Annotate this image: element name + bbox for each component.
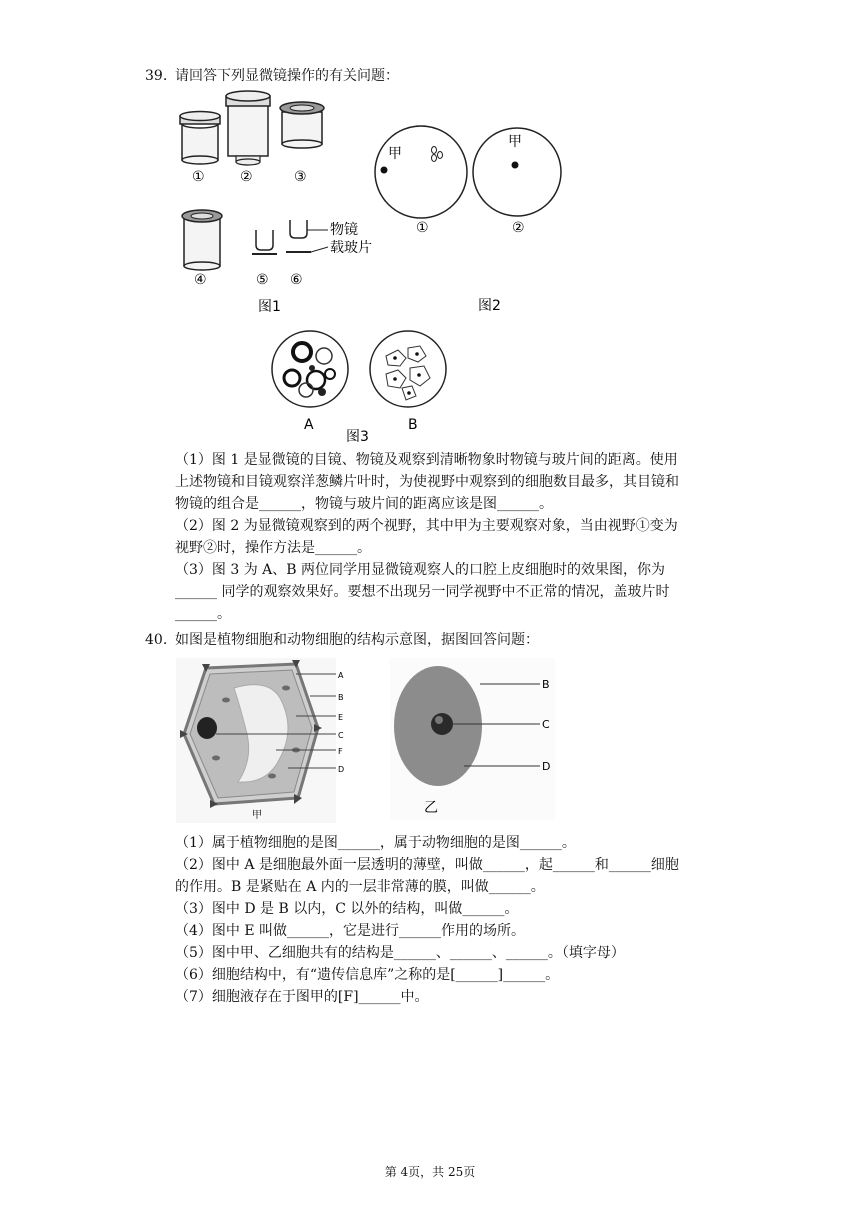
plant-label-c: C [338,731,344,740]
q39-line: （3）图 3 为 A、B 两位同学用显微镜观察人的口腔上皮细胞时的效果图，你为 [175,562,666,578]
q39-line: （1）图 1 是显微镜的目镜、物镜及观察到清晰物象时物镜与玻片间的距离。使用 [175,452,678,468]
q39-line: 视野②时，操作方法是______。 [175,540,371,556]
figure-1-lenses [170,90,400,320]
q40-line: （6）细胞结构中，有“遗传信息库”之称的是[______]______。 [175,967,560,983]
fig1-label-6: ⑥ [290,272,303,288]
fig1-label-2: ② [240,169,253,185]
fig2-label-2: ② [512,220,525,236]
objective-3-icon [280,102,324,148]
fig3-label-b: B [408,417,418,433]
plant-label-b: B [338,693,344,702]
objective-distance-5-icon [252,230,277,254]
animal-nucleus [431,713,453,735]
fig1-objective-label: 物镜 [330,222,358,238]
fig2-jia-1: 甲 [388,146,402,162]
q39-line: ______。 [175,606,231,622]
q39-title: 请回答下列显微镜操作的有关问题： [175,68,399,84]
q40-line: （2）图中 A 是细胞最外面一层透明的薄壁，叫做______，起______和______细胞 [175,857,679,873]
q40-number: 40. [145,632,168,648]
animal-label-c: C [542,718,550,731]
fig2-caption: 图2 [478,298,501,314]
eyepiece-2-icon [226,91,270,165]
q40-title: 如图是植物细胞和动物细胞的结构示意图，据图回答问题： [175,632,539,648]
q39-line: （2）图 2 为显微镜观察到的两个视野，其中甲为主要观察对象，当由视野①变为 [175,518,678,534]
q39-line: 上述物镜和目镜观察洋葱鳞片叶时，为使视野中观察到的细胞数目最多，其目镜和 [175,474,679,490]
q39-line: ______ 同学的观察效果好。要想不出现另一同学视野中不正常的情况，盖玻片时 [175,584,670,600]
plant-label-d: D [338,765,345,774]
q40-line: （4）图中 E 叫做______，它是进行______作用的场所。 [175,923,526,939]
objective-4-icon [182,210,222,270]
plant-cell-figure [176,658,336,823]
plant-label-a: A [338,671,344,680]
nucleus [197,717,217,739]
page-footer: 第 4页，共 25页 [384,1165,476,1179]
q40-line: （7）细胞液存在于图甲的[F]______中。 [175,989,429,1005]
q39-sub-questions [175,449,735,625]
q40-line: （5）图中甲、乙细胞共有的结构是______、______、______。（填字母） [175,945,625,961]
q40-line: （1）属于植物细胞的是图______，属于动物细胞的是图______。 [175,835,576,851]
fig1-label-4: ④ [194,272,207,288]
fig2-label-1: ① [416,220,429,236]
fig3-label-a: A [304,417,314,433]
field-of-view-1 [375,126,467,218]
q39-line: 物镜的组合是______，物镜与玻片间的距离应该是图______。 [175,496,553,512]
figure-2-fields [368,120,568,320]
plant-label-f: F [338,747,343,756]
eyepiece-1-icon [180,112,220,165]
animal-cell-figure [390,658,555,820]
q40-heading [145,630,645,650]
view-b [370,331,446,407]
animal-label-b: B [542,678,550,691]
fig1-caption: 图1 [258,299,281,315]
plant-cell-caption: 甲 [252,810,262,821]
fig2-jia-2: 甲 [508,134,522,150]
figure-3-cell-views [268,328,468,446]
q40-line: （3）图中 D 是 B 以内，C 以外的结构，叫做______。 [175,901,519,917]
animal-label-d: D [542,760,551,773]
q40-sub-questions [175,832,735,1008]
fig1-label-5: ⑤ [256,272,269,288]
objective-distance-6-icon [286,220,328,252]
fig1-label-1: ① [192,169,205,185]
q39-number: 39. [145,68,168,84]
fig3-caption: 图3 [346,429,369,445]
q40-line: 的作用。B 是紧贴在 A 内的一层非常薄的膜，叫做______。 [175,879,545,895]
animal-cell-caption: 乙 [424,800,438,816]
plant-label-e: E [338,713,344,722]
plant-cell-labels [336,658,350,783]
fig1-slide-label: 载玻片 [330,240,372,256]
fig1-label-3: ③ [294,169,307,185]
q39-heading [145,66,645,86]
